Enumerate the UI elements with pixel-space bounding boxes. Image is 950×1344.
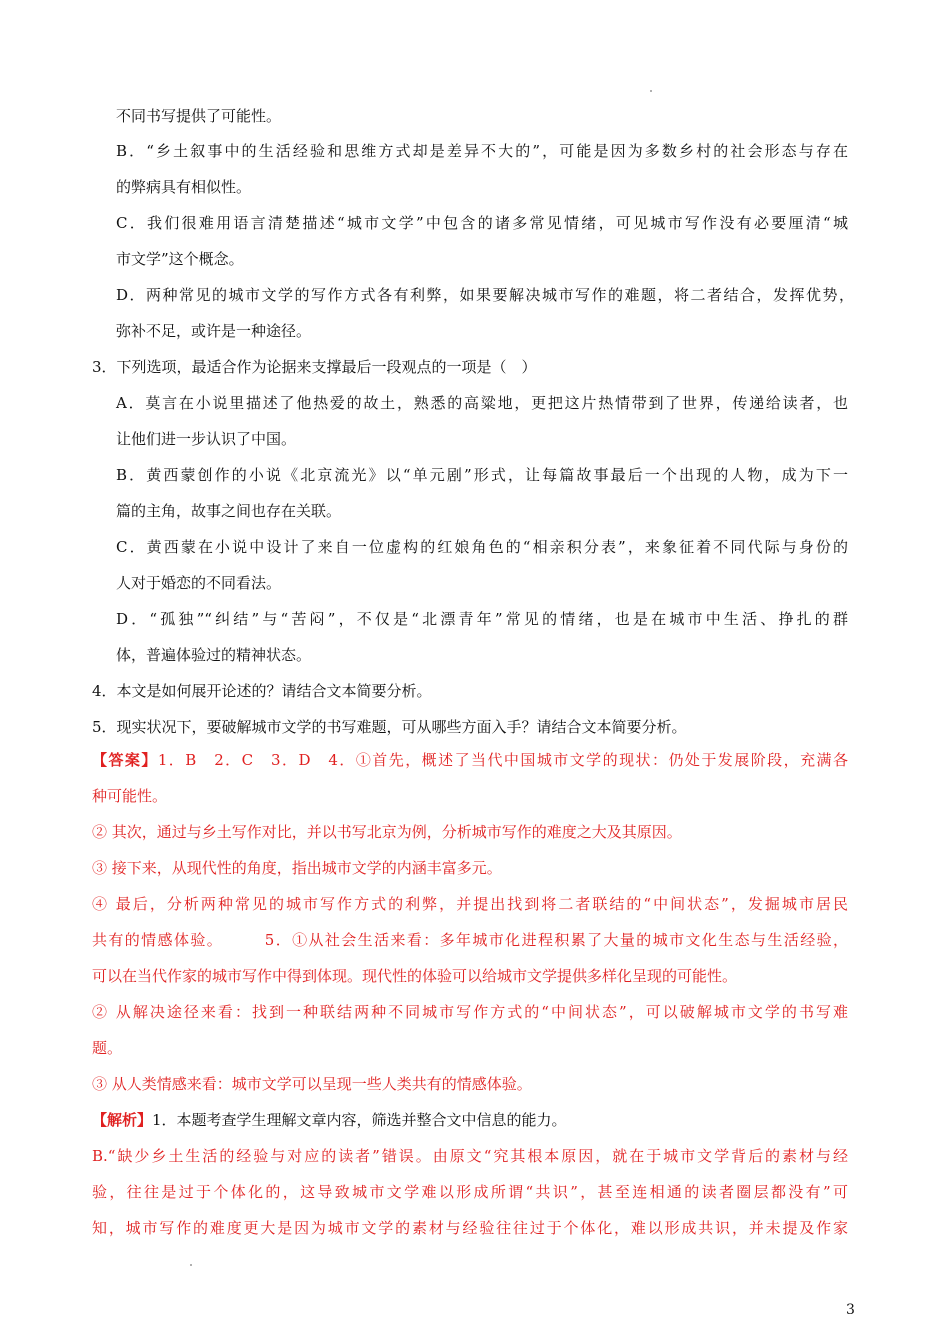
answer-label: 【答案】 (92, 751, 158, 769)
speck-mark (190, 1264, 192, 1266)
option-c-line: C．我们很难用语言清楚描述“城市文学”中包含的诸多常见情绪，可见城市写作没有必要厘清“城 (116, 214, 848, 232)
option-d-line: D．两种常见的城市文学的写作方式各有利弊，如果要解决城市写作的难题，将二者结合，发挥优势， (116, 286, 854, 304)
answer-line: ③ 从人类情感来看：城市文学可以呈现一些人类共有的情感体验。 (92, 1075, 532, 1093)
analysis-line: 知，城市写作的难度更大是因为城市文学的素材与经验往往过于个体化，难以形成共识，并未提及作家 (92, 1219, 848, 1237)
answer-line: ② 其次，通过与乡土写作对比，并以书写北京为例，分析城市写作的难度之大及其原因。 (92, 823, 682, 841)
answer-line: 题。 (92, 1039, 123, 1057)
option-d-line: D．“孤独”“纠结”与“苦闷”，不仅是“北漂青年”常见的情绪，也是在城市中生活、挣扎的群 (116, 610, 848, 628)
analysis-line: 验，往往是过于个体化的，这导致城市文学难以形成所谓“共识”，甚至连相通的读者圈层都没有”可 (92, 1183, 848, 1201)
option-b-line: B．黄西蒙创作的小说《北京流光》以“单元剧”形式，让每篇故事最后一个出现的人物，成为下一 (116, 466, 848, 484)
answer-line: 可以在当代作家的城市写作中得到体现。现代性的体验可以给城市文学提供多样化呈现的可能性。 (92, 967, 738, 985)
answer-text: 1．B 2．C 3．D 4．①首先，概述了当代中国城市文学的现状：仍处于发展阶段，充满各 (157, 751, 848, 769)
text-line: 篇的主角，故事之间也存在关联。 (116, 502, 342, 520)
page-number: 3 (846, 1302, 855, 1318)
answer-line: 种可能性。 (92, 787, 168, 805)
text-line: 市文学”这个概念。 (116, 250, 244, 268)
question-5: 5．现实状况下，要破解城市文学的书写难题，可从哪些方面入手？请结合文本简要分析。 (92, 718, 687, 736)
text-line: 让他们进一步认识了中国。 (116, 430, 297, 448)
text-line: 人对于婚恋的不同看法。 (116, 574, 282, 592)
text-line: 弥补不足，或许是一种途径。 (116, 322, 312, 340)
text-line: 的弊病具有相似性。 (116, 178, 252, 196)
question-3: 3．下列选项，最适合作为论据来支撑最后一段观点的一项是（ ） (92, 358, 537, 376)
text-line: 不同书写提供了可能性。 (116, 107, 282, 125)
text-line: 体，普遍体验过的精神状态。 (116, 646, 312, 664)
answer-line: ③ 接下来，从现代性的角度，指出城市文学的内涵丰富多元。 (92, 859, 502, 877)
analysis-line: B.“缺少乡土生活的经验与对应的读者”错误。由原文“究其根本原因，就在于城市文学背后的素材与经 (92, 1147, 848, 1165)
answer-line: 共有的情感体验。 5．①从社会生活来看：多年城市化进程积累了大量的城市文化生态与生活经验， (92, 931, 848, 949)
option-b-line: B．“乡土叙事中的生活经验和思维方式却是差异不大的”，可能是因为多数乡村的社会形态与存在 (116, 142, 848, 160)
analysis-text: 1．本题考查学生理解文章内容，筛选并整合文中信息的能力。 (152, 1111, 567, 1129)
speck-mark (650, 90, 652, 92)
option-c-line: C．黄西蒙在小说中设计了来自一位虚构的红娘角色的“相亲积分表”，来象征着不同代际与身份的 (116, 538, 848, 556)
answer-line: ② 从解决途径来看：找到一种联结两种不同城市写作方式的“中间状态”，可以破解城市文学的书写难 (92, 1003, 848, 1021)
option-a-line: A．莫言在小说里描述了他热爱的故土，熟悉的高粱地，更把这片热情带到了世界，传递给读者，也 (116, 394, 848, 412)
answer-line: ④ 最后，分析两种常见的城市写作方式的利弊，并提出找到将二者联结的“中间状态”，发掘城市居民 (92, 895, 848, 913)
analysis-label: 【解析】 (92, 1111, 153, 1129)
analysis-line (92, 1110, 848, 1130)
question-4: 4．本文是如何展开论述的？请结合文本简要分析。 (92, 682, 432, 700)
answer-line (92, 750, 848, 770)
